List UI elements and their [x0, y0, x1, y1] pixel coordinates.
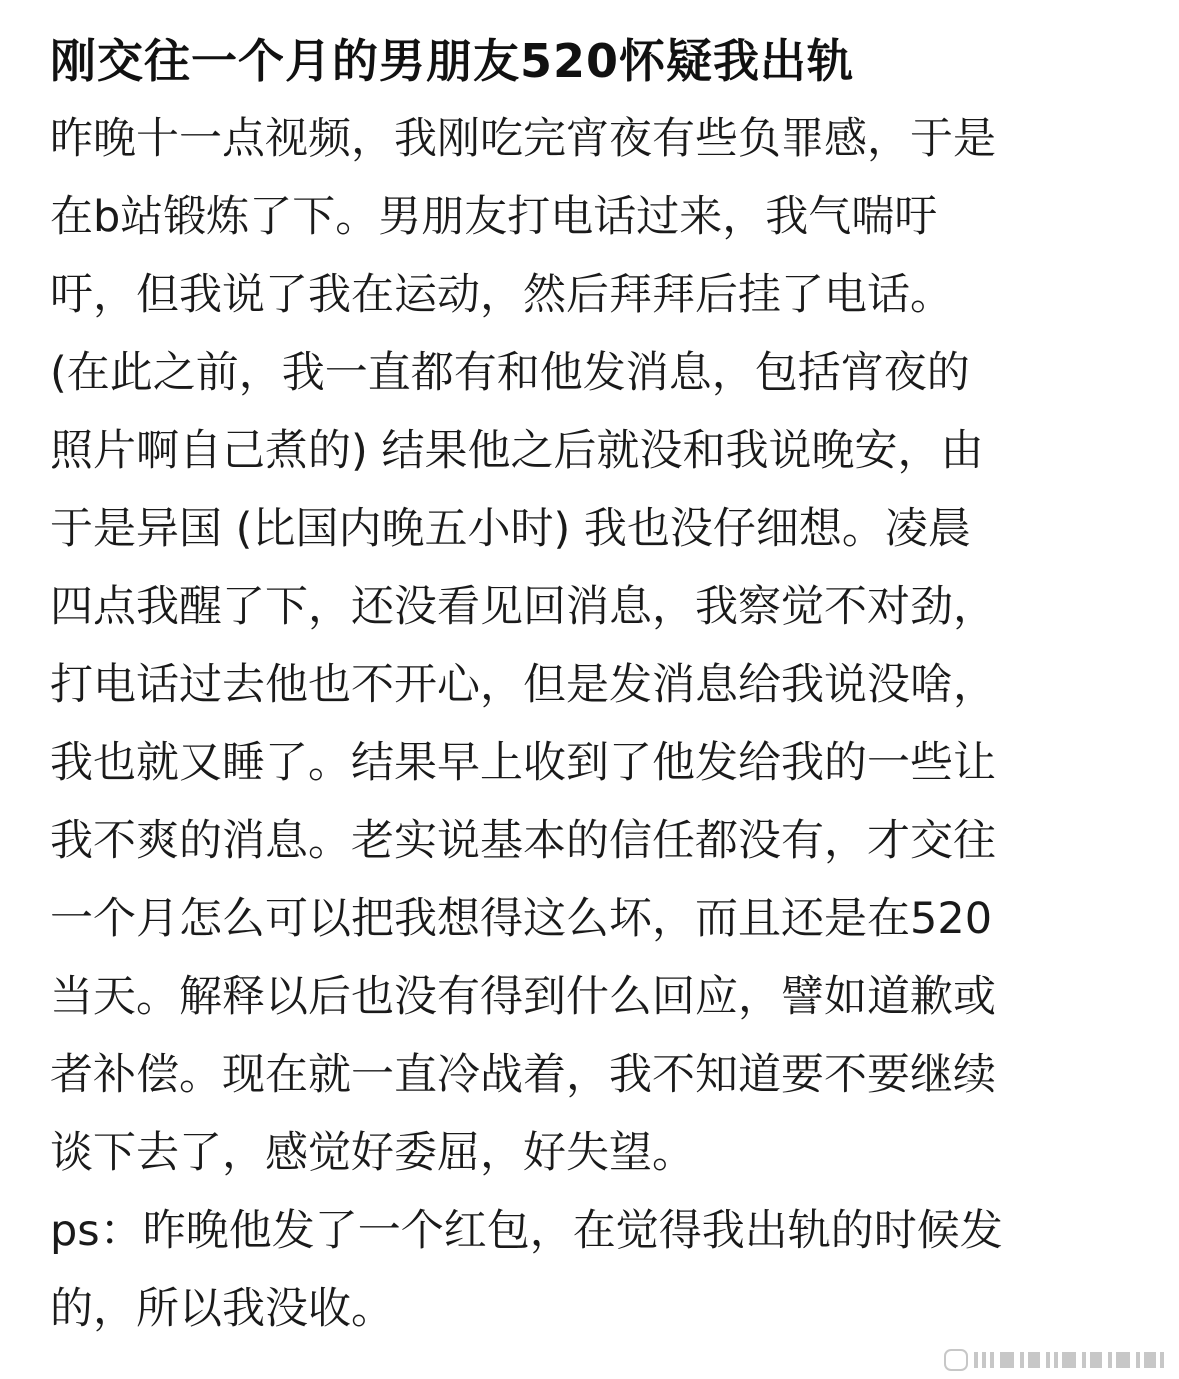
post-body — [50, 100, 1135, 1348]
post-body-line: 当天。解释以后也没有得到什么回应，譬如道歉或 — [50, 972, 996, 1022]
post-body-line: 于是异国 (比国内晚五小时) 我也没仔细想。凌晨 — [50, 504, 971, 554]
post-body-line: 在b站锻炼了下。男朋友打电话过来，我气喘吁 — [50, 192, 938, 242]
post-body-line: 吁，但我说了我在运动，然后拜拜后挂了电话。 — [50, 270, 953, 320]
post-body-line: 昨晚十一点视频，我刚吃完宵夜有些负罪感，于是 — [50, 114, 996, 164]
post-container — [50, 22, 1135, 1348]
post-body-line: 四点我醒了下，还没看见回消息，我察觉不对劲， — [50, 582, 996, 632]
post-body-line: 的，所以我没收。 — [50, 1284, 394, 1334]
post-body-line: ps：昨晚他发了一个红包，在觉得我出轨的时候发 — [50, 1206, 1003, 1256]
post-body-line: 我不爽的消息。老实说基本的信任都没有，才交往 — [50, 816, 996, 866]
post-body-line: 者补偿。现在就一直冷战着，我不知道要不要继续 — [50, 1050, 996, 1100]
post-title: 刚交往一个月的男朋友520怀疑我出轨 — [50, 34, 855, 88]
post-body-line: 照片啊自己煮的) 结果他之后就没和我说晚安，由 — [50, 426, 984, 476]
post-body-line: 谈下去了，感觉好委屈，好失望。 — [50, 1128, 695, 1178]
post-body-line: (在此之前，我一直都有和他发消息，包括宵夜的 — [50, 348, 970, 398]
post-body-line: 一个月怎么可以把我想得这么坏，而且还是在520 — [50, 894, 993, 944]
post-body-line: 我也就又睡了。结果早上收到了他发给我的一些让 — [50, 738, 996, 788]
weibo-watermark-icon — [944, 1349, 1169, 1371]
post-body-line: 打电话过去他也不开心，但是发消息给我说没啥， — [50, 660, 996, 710]
